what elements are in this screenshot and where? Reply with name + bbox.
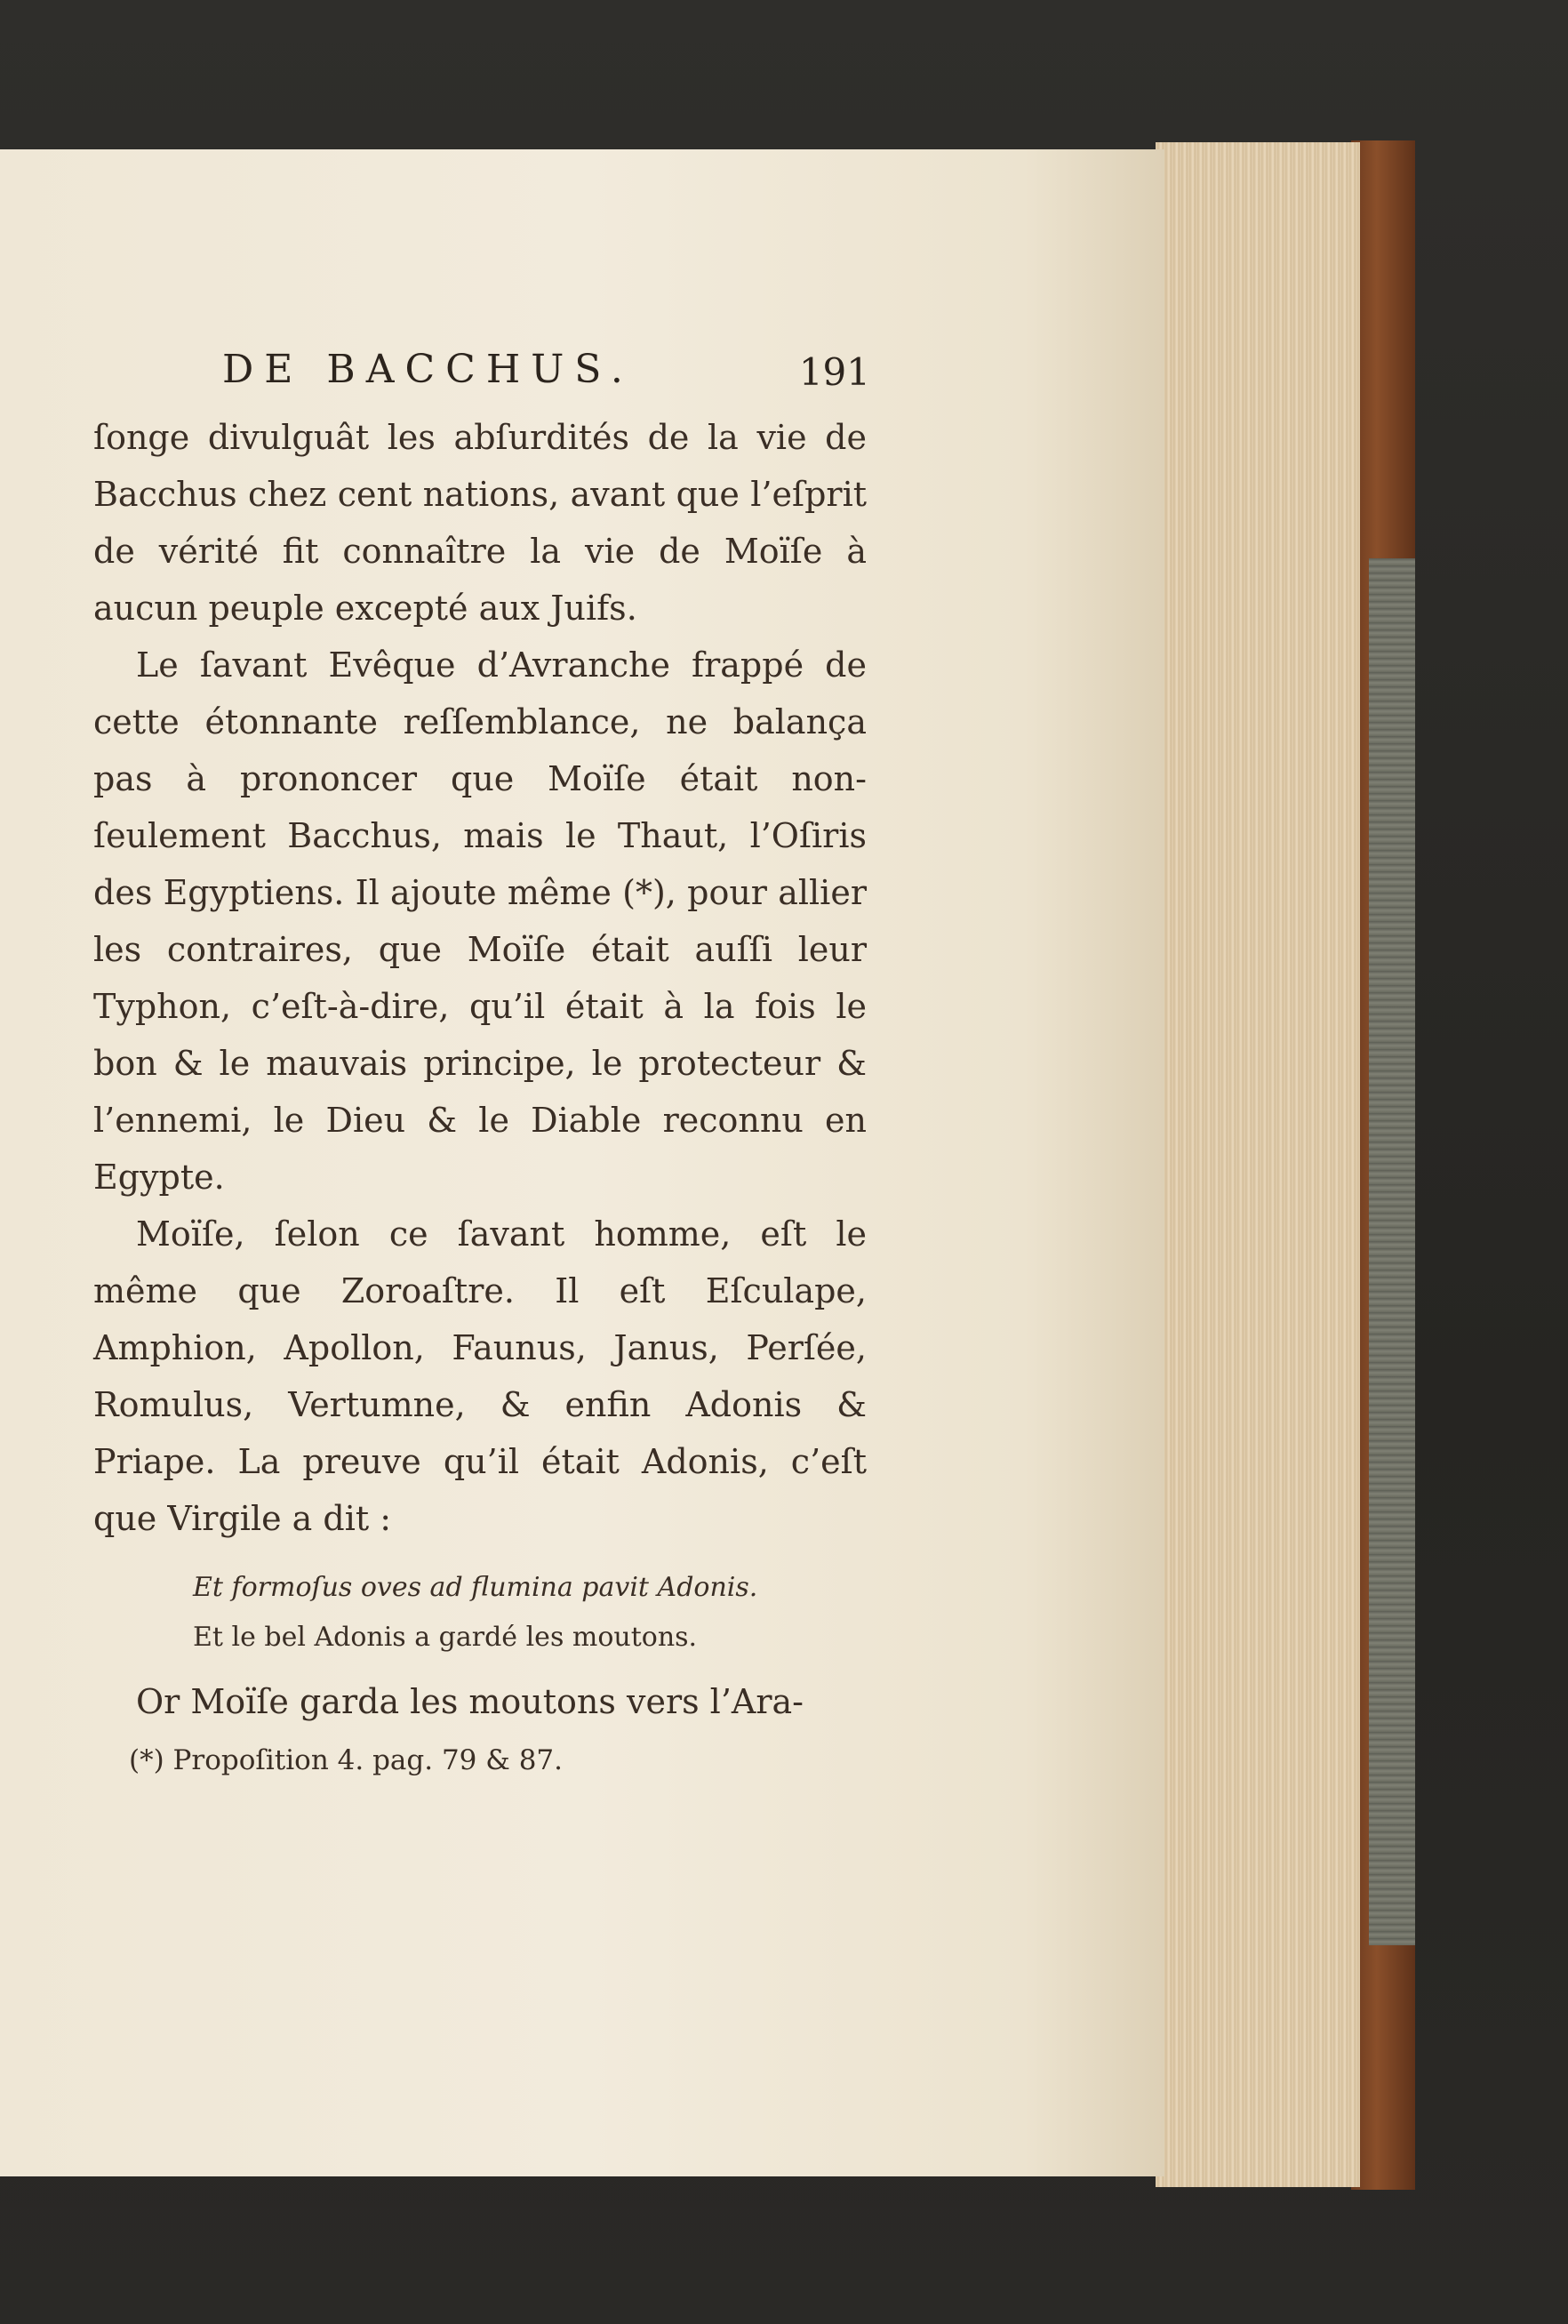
paragraph-4: Or Moïſe garda les moutons vers l’Ara- bbox=[136, 1682, 804, 1721]
page-edges bbox=[1156, 142, 1360, 2187]
verse-french: Et le bel Adonis a gardé les moutons. bbox=[193, 1622, 698, 1653]
paragraph-1: ſonge divulguât les abſurdités de la vie de Bacchus chez cent nations, avant que l’eſprit de vérité fit connaître la vie de Moïſe à aucun peuple excepté aux Juifs. bbox=[93, 418, 867, 628]
text-block bbox=[93, 347, 870, 1783]
page-number: 191 bbox=[798, 350, 870, 394]
verse-quote bbox=[193, 1563, 867, 1663]
running-head bbox=[93, 347, 870, 409]
cover-cloth bbox=[1369, 558, 1415, 1945]
book-cover bbox=[1351, 140, 1415, 2190]
paragraph-3: Moïſe, ſelon ce ſavant homme, eſt le même que Zoroaſtre. Il eſt Eſculape, Amphion, Apollon, Faunus, Janus, Perſée, Romulus, Vertumne, & enfin Adonis & Priape. La preuve qu’il était Adonis, c’eſt que Virgile a dit : bbox=[93, 1214, 867, 1538]
paragraph-2: Le ſavant Evêque d’Avranche frappé de cette étonnante reſſemblance, ne balança pas à prononcer que Moïſe était non-ſeulement Bacchus, mais le Thaut, l’Oſiris des Egyptiens. Il ajoute même (*), pour allier les contraires, que Moïſe était auſſi leur Typhon, c’eſt-à-dire, qu’il était à la fois le bon & le mauvais principe, le protecteur & l’ennemi, le Dieu & le Diable reconnu en Egypte. bbox=[93, 645, 867, 1197]
footnote: (*) Propoſition 4. pag. 79 & 87. bbox=[129, 1744, 563, 1776]
running-head-title: DE BACCHUS. bbox=[222, 347, 634, 392]
verse-latin: Et formoſus oves ad flumina pavit Adonis. bbox=[193, 1572, 758, 1603]
